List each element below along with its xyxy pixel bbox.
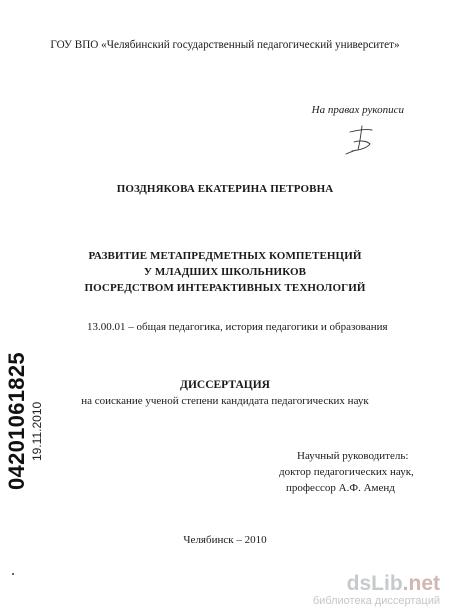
watermark-brand-tld: .net xyxy=(402,572,440,595)
title-line: У МЛАДШИХ ШКОЛЬНИКОВ xyxy=(143,266,307,278)
title-line: РАЗВИТИЕ МЕТАПРЕДМЕТНЫХ КОМПЕТЕНЦИЙ xyxy=(88,250,362,262)
watermark-brand-main: dsLib xyxy=(346,572,403,595)
supervisor-line: профессор А.Ф. Аменд xyxy=(286,482,395,494)
supervisor-line: доктор педагогических наук, xyxy=(279,466,414,478)
specialty-code: 13.00.01 – общая педагогика, история педагогики и образования xyxy=(87,321,388,333)
city-year: Челябинск – 2010 xyxy=(183,534,267,546)
author-name: ПОЗДНЯКОВА ЕКАТЕРИНА ПЕТРОВНА xyxy=(116,183,334,195)
handwritten-signature xyxy=(340,120,380,160)
document-type: ДИССЕРТАЦИЯ xyxy=(180,379,270,391)
watermark xyxy=(313,573,440,608)
rights-note: На правах рукописи xyxy=(311,104,404,116)
title-line: ПОСРЕДСТВОМ ИНТЕРАКТИВНЫХ ТЕХНОЛОГИЙ xyxy=(84,282,366,294)
watermark-brand xyxy=(313,573,440,595)
degree-statement: на соискание ученой степени кандидата педагогических наук xyxy=(81,395,369,407)
supervisor-line: Научный руководитель: xyxy=(297,450,409,462)
organization-name: ГОУ ВПО «Челябинский государственный педагогический университет» xyxy=(50,39,400,51)
scan-mark xyxy=(12,573,14,575)
library-stamp-date: 19.11.2010 xyxy=(30,401,44,461)
watermark-subtitle: библиотека диссертаций xyxy=(312,595,440,607)
